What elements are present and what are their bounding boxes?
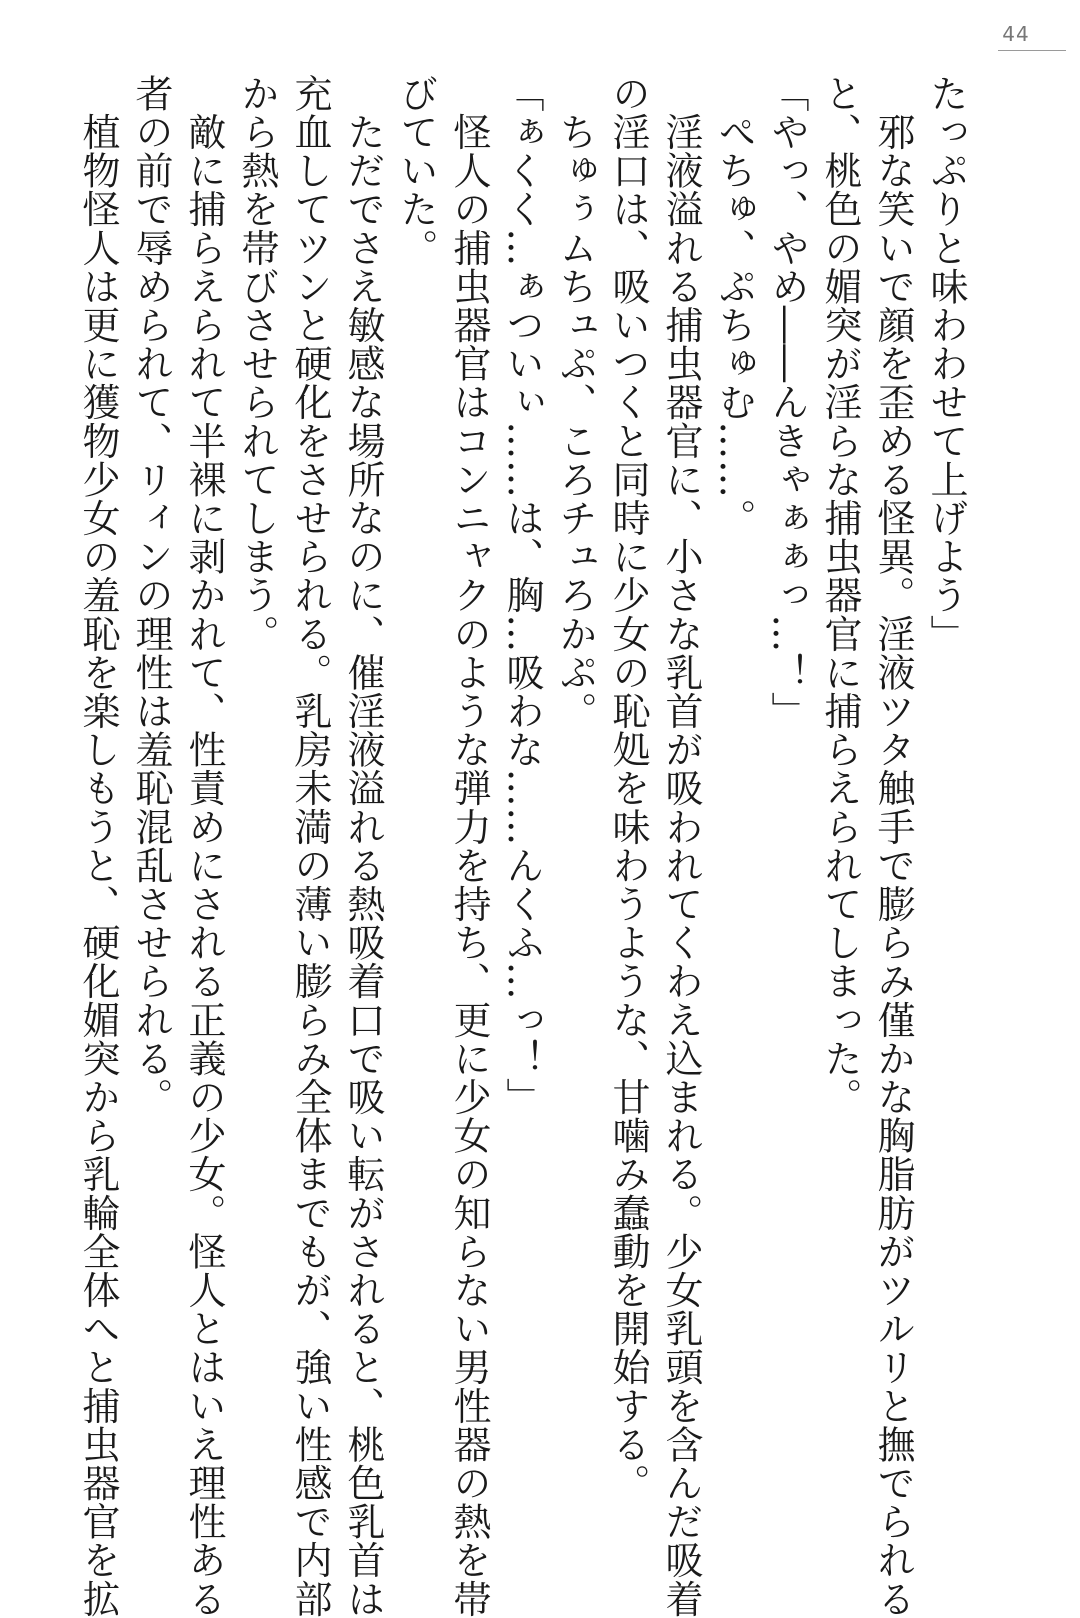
text-line: 充血してツンと硬化をさせられる。乳房未満の薄い膨らみ全体までもが、強い性感で内部 bbox=[288, 74, 332, 1618]
text-line: 邪な笑いで顔を歪める怪異。淫液ツタ触手で膨らみ僅かな胸脂肪がツルリと撫でられる bbox=[871, 74, 915, 1618]
text-line: 者の前で辱められて、リィンの理性は羞恥混乱させられる。 bbox=[129, 74, 173, 1117]
text-line: たっぷりと味わわせて上げよう」 bbox=[924, 74, 968, 653]
text-line: 敵に捕らえられて半裸に剥かれて、性責めにされる正義の少女。怪人とはいえ理性ある bbox=[182, 74, 226, 1618]
text-line: 植物怪人は更に獲物少女の羞恥を楽しもうと、硬化媚突から乳輪全体へと捕虫器官を拡 bbox=[76, 74, 120, 1618]
text-line: 「ぁくく…ぁついぃ……は、胸…吸わな……んくふ…っ！」 bbox=[500, 74, 544, 1117]
text-line: ちゅぅムちュぷ、ころチュろかぷ。 bbox=[553, 74, 597, 731]
text-line: ただでさえ敏感な場所なのに、催淫液溢れる熱吸着口で吸い転がされると、桃色乳首は bbox=[341, 74, 385, 1618]
text-line: 「やっ、やめ――んきゃぁぁっ…！」 bbox=[765, 74, 809, 731]
page-number: 44 bbox=[1002, 22, 1030, 46]
text-line: ぺちゅ、ぷちゅむ……。 bbox=[712, 74, 756, 538]
text-line: びていた。 bbox=[394, 74, 438, 267]
vertical-text-body bbox=[76, 74, 972, 1618]
text-line: 淫液溢れる捕虫器官に、小さな乳首が吸われてくわえ込まれる。少女乳頭を含んだ吸着 bbox=[659, 74, 703, 1618]
text-line: の淫口は、吸いつくと同時に少女の恥処を味わうような、甘噛み蠢動を開始する。 bbox=[606, 74, 650, 1503]
page-number-rule bbox=[998, 50, 1066, 51]
text-line: と、桃色の媚突が淫らな捕虫器官に捕らえられてしまった。 bbox=[818, 74, 862, 1117]
text-line: 怪人の捕虫器官はコンニャクのような弾力を持ち、更に少女の知らない男性器の熱を帯 bbox=[447, 74, 491, 1618]
text-line: から熱を帯びさせられてしまう。 bbox=[235, 74, 279, 653]
